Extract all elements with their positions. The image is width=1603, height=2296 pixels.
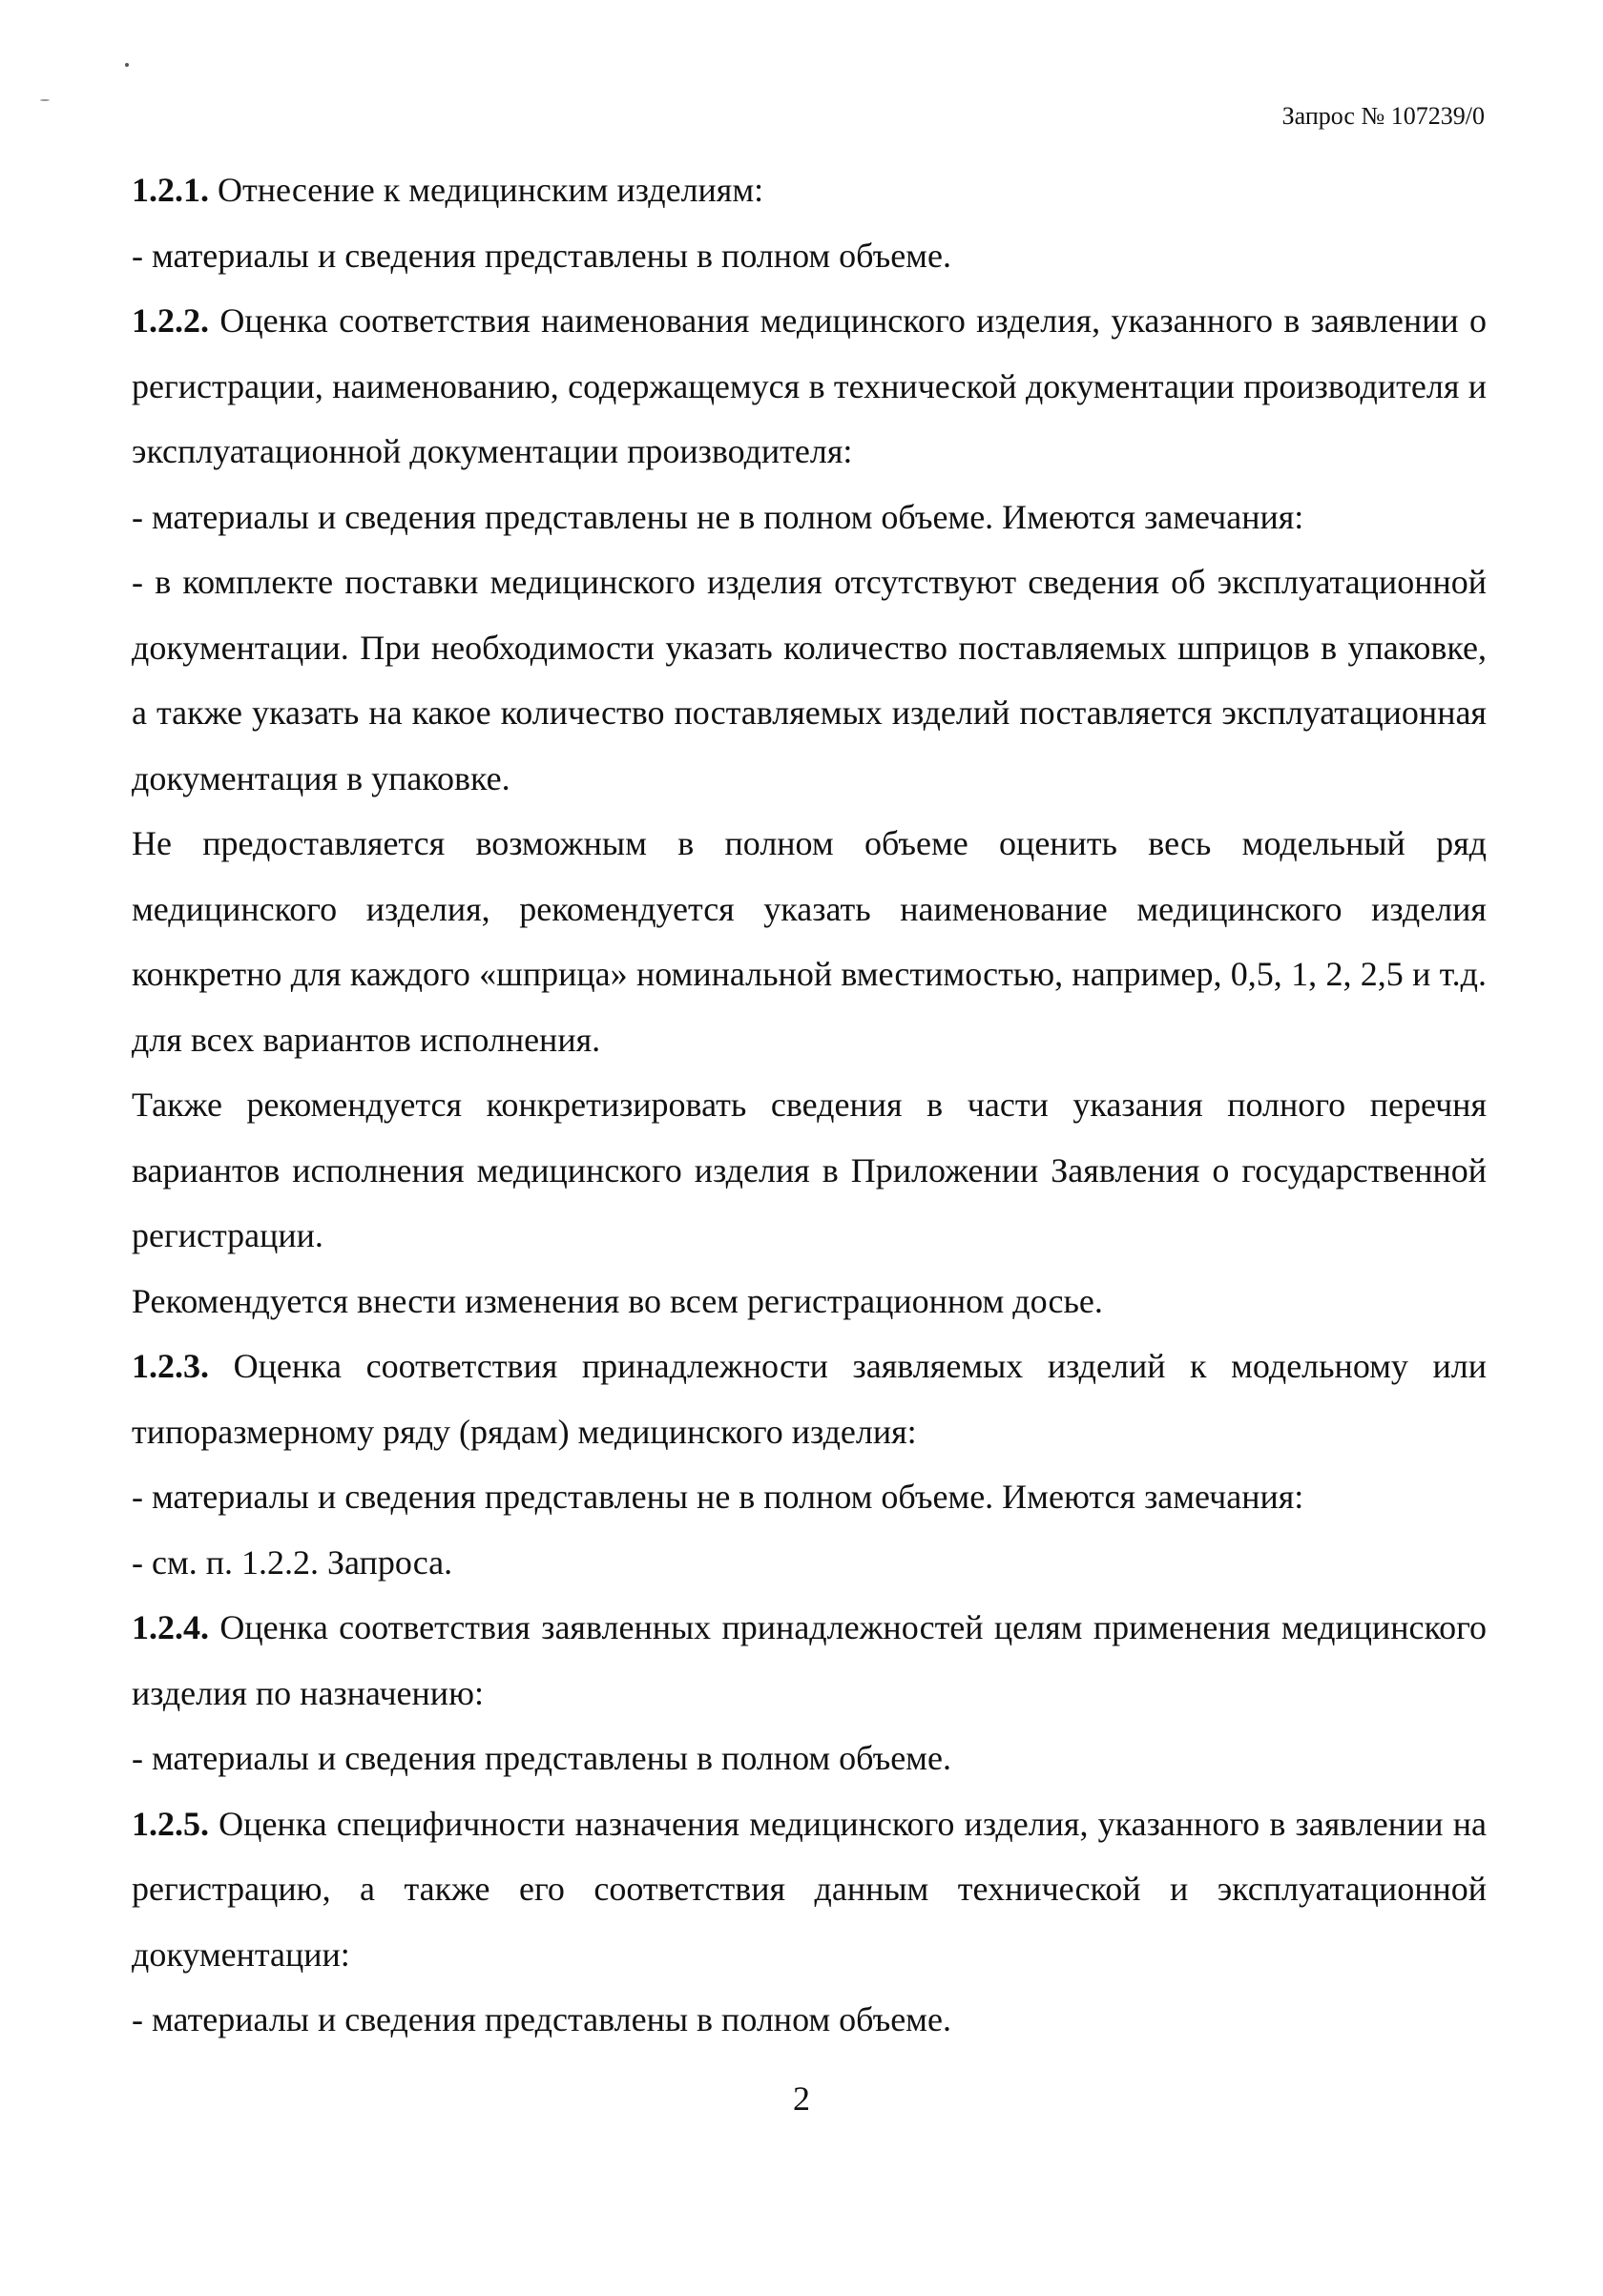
paragraph-text: - материалы и сведения представлены не в полном объеме. Имеются замечания:: [132, 1478, 1304, 1516]
section-1-2-5-heading: [132, 1791, 1487, 1988]
section-number: 1.2.5.: [132, 1804, 209, 1843]
section-number: 1.2.1.: [132, 171, 209, 209]
paragraph-text: Не предоставляется возможным в полном объеме оценить весь модельный ряд медицинского изделия, рекомендуется указать наименование медицинского изделия конкретно для каждого «шприца» номинальной вместимостью, например, 0,5, 1, 2, 2,5 и т.д. для всех вариантов исполнения.: [132, 824, 1487, 1059]
section-1-2-3-result: [132, 1464, 1487, 1530]
section-1-2-5-result: [132, 1987, 1487, 2053]
remark-paragraph: [132, 1530, 1487, 1596]
section-1-2-1-result: [132, 223, 1487, 289]
remark-paragraph: [132, 549, 1487, 811]
section-number: 1.2.2.: [132, 301, 209, 340]
remark-paragraph: [132, 1269, 1487, 1334]
scan-speck-mark: [40, 99, 50, 101]
document-body: [132, 157, 1487, 2053]
section-text: Отнесение к медицинским изделиям:: [209, 171, 764, 209]
section-1-2-3-heading: [132, 1334, 1487, 1464]
remark-paragraph: [132, 811, 1487, 1072]
section-1-2-4-heading: [132, 1595, 1487, 1726]
remark-paragraph: [132, 1072, 1487, 1269]
section-1-2-2-result: [132, 485, 1487, 550]
section-text: Оценка соответствия наименования медицинского изделия, указанного в заявлении о регистрации, наименованию, содержащемуся в технической документации производителя и эксплуатационной документации производителя:: [132, 301, 1487, 470]
paragraph-text: - материалы и сведения представлены в полном объеме.: [132, 236, 951, 275]
paragraph-text: Рекомендуется внести изменения во всем регистрационном досье.: [132, 1281, 1103, 1320]
paragraph-text: - материалы и сведения представлены не в полном объеме. Имеются замечания:: [132, 497, 1304, 536]
section-text: Оценка специфичности назначения медицинского изделия, указанного в заявлении на регистрацию, а также его соответствия данным технической и эксплуатационной документации:: [132, 1804, 1487, 1974]
page-number: 2: [793, 2079, 810, 2118]
paragraph-text: - см. п. 1.2.2. Запроса.: [132, 1542, 453, 1582]
section-1-2-4-result: [132, 1726, 1487, 1791]
section-1-2-1-heading: [132, 157, 1487, 223]
section-text: Оценка соответствия заявленных принадлежностей целям применения медицинского изделия по назначению:: [132, 1608, 1487, 1712]
request-reference: Запрос № 107239/0: [1281, 102, 1485, 130]
section-text: Оценка соответствия принадлежности заявляемых изделий к модельному или типоразмерному ряду (рядам) медицинского изделия:: [132, 1347, 1487, 1451]
paragraph-text: - материалы и сведения представлены в полном объеме.: [132, 1739, 951, 1777]
section-number: 1.2.3.: [132, 1347, 209, 1385]
paragraph-text: - в комплекте поставки медицинского изделия отсутствуют сведения об эксплуатационной документации. При необходимости указать количество поставляемых шприцов в упаковке, а также указать на какое количество поставляемых изделий поставляется эксплуатационная документация в упаковке.: [132, 563, 1487, 797]
paragraph-text: - материалы и сведения представлены в полном объеме.: [132, 2000, 951, 2038]
section-number: 1.2.4.: [132, 1608, 209, 1646]
paragraph-text: Также рекомендуется конкретизировать сведения в части указания полного перечня вариантов исполнения медицинского изделия в Приложении Заявления о государственной регистрации.: [132, 1086, 1487, 1254]
section-1-2-2-heading: [132, 288, 1487, 485]
scan-speck-mark: [125, 63, 129, 67]
